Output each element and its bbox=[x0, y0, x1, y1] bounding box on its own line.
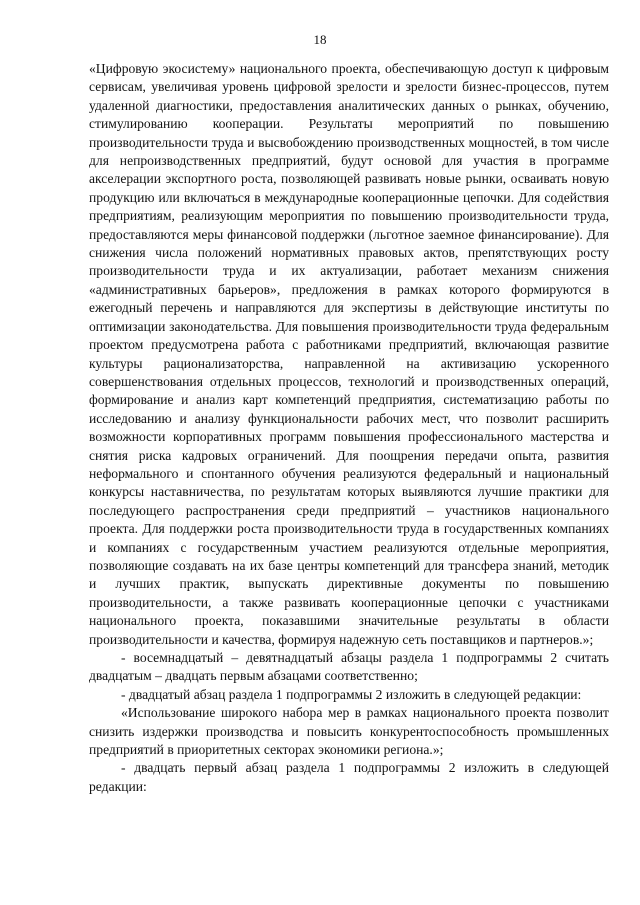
paragraph-item: - восемнадцатый – девятнадцатый абзацы раздела 1 подпрограммы 2 считать двадцатым – двадцать первым абзацами соответственно; bbox=[89, 650, 609, 684]
paragraph-quote: «Использование широкого набора мер в рамках национального проекта позволит снизить издержки производства и повысить конкурентоспособность промышленных предприятий в приоритетных секторах экономики региона.»; bbox=[89, 705, 609, 758]
paragraph-item: - двадцать первый абзац раздела 1 подпрограммы 2 изложить в следующей редакции: bbox=[89, 760, 609, 794]
paragraph-continuation: «Цифровую экосистему» национального проекта, обеспечивающую доступ к цифровым сервисам, увеличивая уровень цифровой зрелости и зрелости бизнес-процессов, путем удаленной диагностики, предоставления аналитических данных о рынках, обучению, стимулированию кооперации. Результаты мероприятий по повышению производительности труда и высвобождению производственных мощностей, в том числе для непроизводственных предприятий, будут основой для участия в программе акселерации экспортного роста, позволяющей развивать новые рынки, осваивать новую продукцию или включаться в международные кооперационные цепочки. Для содействия предприятиям, реализующим мероприятия по повышению производительности труда, предоставляются меры финансовой поддержки (льготное заемное финансирование). Для снижения числа положений нормативных правовых актов, препятствующих росту производительности труда и их актуализации, работает механизм снижения «административных барьеров», предложения в рамках которого формируются в ежегодный перечень и направляются для экспертизы в действующие институты по оптимизации законодательства. Для повышения производительности труда федеральным проектом предусмотрена работа с работниками предприятий, включающая развитие культуры рационализаторства, направленной на активизацию ускоренного совершенствования отдельных процессов, технологий и производственных операций, формирование и анализ карт компетенций предприятия, систематизацию работы по исследованию и анализу функциональности рабочих мест, что позволит расширить возможности корпоративных программ повышения профессионального мастерства и снятия риска кадровых ограничений. Для поощрения передачи опыта, развития неформального и спонтанного обучения реализуются федеральный и национальный конкурсы наставничества, по результатам которых выявляются лучшие практики для последующего распространения среди предприятий – участников национального проекта. Для поддержки роста производительности труда в государственных компаниях и компаниях с государственным участием реализуются отдельные мероприятия, позволяющие создавать на их базе центры компетенций для трансфера знаний, методик и лучших практик, выпускать директивные документы по повышению производительности, а также развивать кооперационные цепочки с участниками национального проекта, показавшими значительные результаты в области производительности и качества, формируя надежную сеть поставщиков и партнеров.»; bbox=[89, 61, 609, 647]
document-body bbox=[89, 60, 609, 796]
paragraph-item: - двадцатый абзац раздела 1 подпрограммы 2 изложить в следующей редакции: bbox=[121, 686, 582, 702]
page-number: 18 bbox=[313, 32, 327, 47]
